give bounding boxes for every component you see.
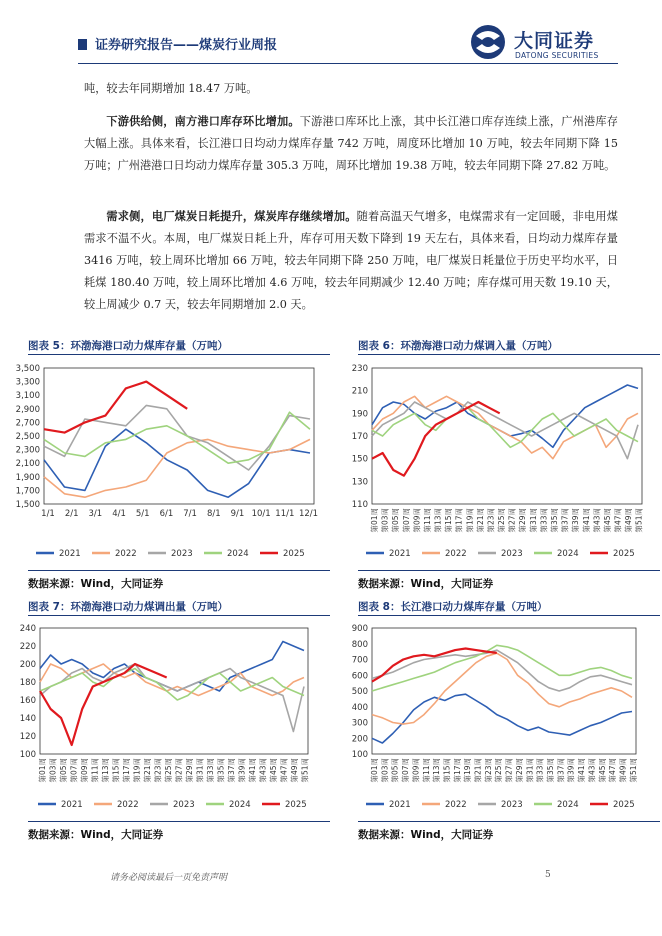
y-tick-label: 230 [351, 364, 368, 374]
x-tick-label: 第01周 [370, 508, 379, 533]
figure-5-bottom-rule [28, 570, 330, 571]
x-tick-label: 第11周 [421, 758, 431, 783]
paragraph-2-lead: 需求侧，电厂煤炭日耗提升，煤炭库存继续增加。 [106, 210, 357, 223]
x-tick-label: 5/1 [135, 509, 150, 519]
x-tick-label: 第41周 [577, 758, 587, 783]
x-tick-label: 第51周 [300, 758, 310, 783]
y-tick-label: 200 [19, 660, 36, 670]
figure-7-title: 图表 7：环渤海港口动力煤调出量（万吨） [28, 601, 228, 613]
legend-label-2023: 2023 [171, 549, 193, 559]
x-tick-label: 第25周 [164, 758, 174, 783]
figure-7-rule [28, 615, 330, 616]
x-tick-label: 第31周 [195, 758, 205, 783]
legend-label-2025: 2025 [283, 549, 305, 559]
x-tick-label: 第39周 [566, 758, 576, 783]
figure-8-bottom-rule [358, 821, 660, 822]
logo-text-en: DATONG SECURITIES [515, 51, 599, 60]
x-tick-label: 第19周 [132, 758, 142, 783]
y-tick-label: 1,900 [15, 472, 40, 483]
paragraph-0: 吨，较去年同期增加 18.47 万吨。 [84, 82, 258, 95]
x-tick-label: 第17周 [452, 758, 462, 783]
figure-6-source: 数据来源：Wind，大同证券 [358, 578, 494, 590]
x-tick-label: 第13周 [432, 758, 442, 783]
x-tick-label: 第49周 [624, 508, 634, 533]
legend-label-2021: 2021 [59, 549, 81, 559]
x-tick-label: 第13周 [101, 758, 111, 783]
x-tick-label: 第41周 [248, 758, 258, 783]
paragraph-2-text: 随着高温天气增多，电煤需求有一定回暖，非电用煤需求不温不火。本周，电厂煤炭日耗上升，库存可用天数下降到 19 天左右，具体来看，日均动力煤库存量 3416 万吨，较上周环比增加 66 万吨，较去年同期下降 250 万吨，电厂煤炭日耗量位于历史平均水平，日耗煤 180.40 万吨，较上周环比增加 4.6 万吨，较去年同期减少 12.40 万吨；库存煤可用天数 19.10 天，较上周减少 0.7 天，较去年同期增加 2.0 天。 [84, 210, 618, 311]
logo-text-cn: 大同证券 [514, 30, 595, 52]
paragraph-1-text: 下游港口库环比上涨，其中长江港口库存连续上涨，广州港库存大幅上涨。具体来看，长江港口日均动力煤库存量 742 万吨，周度环比增加 10 万吨，较去年同期下降 15 万吨；广州港港口日均动力煤库存量 305.3 万吨，周环比增加 19.38 万吨，较去年同期下降 27.82 万吨。 [84, 115, 618, 172]
y-tick-label: 2,300 [15, 445, 40, 456]
x-tick-label: 第35周 [550, 508, 559, 533]
y-tick-label: 160 [19, 696, 36, 706]
figure-6-bottom-rule [358, 570, 660, 571]
y-tick-label: 110 [351, 500, 368, 510]
x-tick-label: 第43周 [587, 758, 597, 783]
header-title: 证券研究报告——煤炭行业周报 [95, 38, 278, 53]
legend-label-2024: 2024 [557, 549, 579, 559]
x-tick-label: 第19周 [463, 758, 473, 783]
series-line-2023 [44, 405, 310, 470]
x-tick-label: 第05周 [391, 508, 401, 533]
legend-label-2024: 2024 [229, 800, 251, 810]
x-tick-label: 第45周 [602, 508, 612, 533]
paragraph-1-lead: 下游供给侧，南方港口库存环比增加。 [106, 115, 300, 128]
y-tick-label: 900 [351, 624, 368, 634]
legend-label-2021: 2021 [389, 800, 411, 810]
header-square-icon [78, 39, 87, 50]
plot-frame [44, 368, 314, 504]
x-tick-label: 第39周 [571, 508, 581, 533]
x-tick-label: 第27周 [504, 758, 514, 783]
header-divider [78, 63, 618, 64]
series-line-2021 [372, 385, 638, 447]
legend-label-2022: 2022 [117, 800, 139, 810]
y-tick-label: 2,500 [15, 432, 40, 442]
x-tick-label: 第31周 [528, 508, 538, 533]
x-tick-label: 第35周 [216, 758, 226, 783]
x-tick-label: 第33周 [206, 758, 216, 783]
y-tick-label: 190 [351, 409, 368, 420]
x-tick-label: 第15周 [442, 758, 452, 783]
y-tick-label: 180 [19, 678, 36, 688]
figure-7-source: 数据来源：Wind，大同证券 [28, 829, 164, 841]
logo-mark-icon [468, 22, 510, 62]
series-line-2025 [372, 649, 497, 682]
legend-label-2025: 2025 [613, 549, 635, 559]
legend-label-2021: 2021 [61, 800, 83, 810]
x-tick-label: 第15周 [444, 508, 454, 533]
x-tick-label: 第35周 [546, 758, 555, 783]
x-tick-label: 第51周 [628, 758, 638, 783]
x-tick-label: 9/1 [230, 509, 245, 519]
y-tick-label: 300 [351, 718, 368, 729]
y-tick-label: 700 [351, 655, 368, 666]
y-tick-label: 400 [351, 702, 368, 713]
plot-frame [40, 628, 308, 754]
y-tick-label: 200 [351, 734, 368, 745]
x-tick-label: 第11周 [422, 508, 432, 533]
legend-label-2022: 2022 [445, 800, 467, 810]
y-tick-label: 140 [19, 714, 36, 724]
legend-label-2022: 2022 [445, 549, 467, 559]
x-tick-label: 第25周 [494, 758, 504, 783]
figure-5-title: 图表 5：环渤海港口动力煤库存量（万吨） [28, 340, 228, 352]
x-tick-label: 第03周 [380, 758, 390, 783]
y-tick-label: 2,900 [15, 404, 40, 415]
x-tick-label: 11/1 [275, 509, 295, 519]
x-tick-label: 4/1 [112, 509, 126, 519]
x-tick-label: 第25周 [497, 508, 507, 533]
x-tick-label: 第47周 [279, 758, 289, 783]
x-tick-label: 3/1 [88, 509, 103, 519]
figure-8-source: 数据来源：Wind，大同证券 [358, 829, 494, 841]
x-tick-label: 第47周 [608, 758, 618, 783]
y-tick-label: 100 [351, 750, 368, 760]
x-tick-label: 第03周 [48, 758, 58, 783]
company-logo [468, 22, 618, 62]
x-tick-label: 第19周 [465, 508, 475, 533]
legend-label-2022: 2022 [115, 549, 137, 559]
x-tick-label: 第31周 [525, 758, 535, 783]
paragraph-1 [84, 111, 618, 177]
y-tick-label: 3,300 [15, 377, 40, 388]
figure-6-title: 图表 6：环渤海港口动力煤调入量（万吨） [358, 340, 558, 352]
x-tick-label: 第43周 [258, 758, 268, 783]
x-tick-label: 第37周 [560, 508, 570, 533]
y-tick-label: 100 [19, 750, 36, 760]
series-line-2024 [372, 408, 638, 448]
x-tick-label: 第01周 [38, 758, 47, 783]
y-tick-label: 500 [351, 687, 368, 697]
x-tick-label: 第01周 [370, 758, 379, 783]
page-number: 5 [545, 870, 551, 880]
x-tick-label: 第05周 [390, 758, 400, 783]
legend-label-2023: 2023 [173, 800, 195, 810]
series-line-2024 [372, 645, 632, 691]
x-tick-label: 第23周 [483, 758, 493, 783]
y-tick-label: 3,500 [15, 364, 40, 374]
x-tick-label: 第41周 [581, 508, 591, 533]
x-tick-label: 第07周 [401, 758, 411, 783]
x-tick-label: 第09周 [411, 758, 421, 783]
x-tick-label: 第33周 [539, 508, 549, 533]
x-tick-label: 6/1 [159, 509, 174, 519]
series-line-2022 [40, 664, 304, 696]
y-tick-label: 600 [351, 671, 368, 682]
y-tick-label: 150 [351, 454, 368, 465]
x-tick-label: 第11周 [90, 758, 100, 783]
x-tick-label: 2/1 [64, 509, 79, 519]
y-tick-label: 3,100 [15, 391, 40, 402]
x-tick-label: 第03周 [380, 508, 390, 533]
legend-label-2023: 2023 [501, 549, 523, 559]
x-tick-label: 第37周 [227, 758, 237, 783]
x-tick-label: 第27周 [507, 508, 517, 533]
x-tick-label: 第13周 [433, 508, 443, 533]
x-tick-label: 12/1 [298, 509, 319, 519]
legend-label-2024: 2024 [227, 549, 249, 559]
x-tick-label: 第29周 [518, 508, 528, 533]
x-tick-label: 8/1 [206, 509, 221, 519]
x-tick-label: 第45周 [269, 758, 279, 783]
y-tick-label: 120 [19, 732, 36, 742]
x-tick-label: 第47周 [613, 508, 623, 533]
legend-label-2025: 2025 [613, 800, 635, 810]
series-line-2024 [40, 669, 304, 701]
x-tick-label: 第49周 [618, 758, 628, 783]
x-tick-label: 第23周 [153, 758, 163, 783]
x-tick-label: 第33周 [535, 758, 545, 783]
paragraph-2 [84, 206, 618, 316]
x-tick-label: 10/1 [251, 509, 271, 519]
figure-5-rule [28, 354, 330, 355]
x-tick-label: 第21周 [475, 508, 485, 533]
figure-5-source: 数据来源：Wind，大同证券 [28, 578, 164, 590]
footer-disclaimer: 请务必阅读最后一页免责声明 [110, 873, 228, 883]
legend-label-2025: 2025 [285, 800, 307, 810]
x-tick-label: 第39周 [237, 758, 247, 783]
figure-8-rule [358, 615, 660, 616]
y-tick-label: 210 [351, 386, 368, 397]
x-tick-label: 第27周 [174, 758, 184, 783]
x-tick-label: 第17周 [454, 508, 464, 533]
x-tick-label: 第51周 [634, 508, 644, 533]
figure-8-title: 图表 8：长江港口动力煤库存量（万吨） [358, 601, 548, 613]
figure-7-bottom-rule [28, 821, 330, 822]
x-tick-label: 第17周 [122, 758, 132, 783]
legend-label-2023: 2023 [501, 800, 523, 810]
y-tick-label: 1,700 [15, 486, 40, 497]
y-tick-label: 2,100 [15, 459, 40, 470]
series-line-2025 [40, 664, 167, 745]
x-tick-label: 第37周 [556, 758, 566, 783]
x-tick-label: 第43周 [592, 508, 602, 533]
y-tick-label: 220 [19, 642, 36, 652]
y-tick-label: 130 [351, 477, 368, 488]
x-tick-label: 7/1 [183, 509, 197, 519]
y-tick-label: 800 [351, 639, 368, 650]
legend-label-2021: 2021 [389, 549, 411, 559]
series-line-2021 [44, 429, 310, 497]
x-tick-label: 1/1 [41, 509, 55, 519]
chart-6 [336, 362, 658, 567]
y-tick-label: 2,700 [15, 418, 40, 429]
x-tick-label: 第05周 [59, 758, 69, 783]
x-tick-label: 第21周 [473, 758, 483, 783]
x-tick-label: 第29周 [514, 758, 524, 783]
figure-6-rule [358, 354, 660, 355]
x-tick-label: 第29周 [185, 758, 195, 783]
x-tick-label: 第49周 [290, 758, 300, 783]
x-tick-label: 第23周 [486, 508, 496, 533]
y-tick-label: 1,500 [15, 500, 40, 510]
y-tick-label: 240 [19, 624, 36, 634]
legend-label-2024: 2024 [557, 800, 579, 810]
series-line-2021 [372, 694, 632, 743]
chart-7 [8, 622, 330, 818]
x-tick-label: 第07周 [69, 758, 79, 783]
chart-8 [336, 622, 658, 818]
x-tick-label: 第07周 [401, 508, 411, 533]
report-header [78, 34, 277, 53]
y-tick-label: 170 [351, 432, 368, 442]
chart-5 [8, 362, 330, 567]
x-tick-label: 第09周 [412, 508, 422, 533]
x-tick-label: 第15周 [111, 758, 121, 783]
x-tick-label: 第45周 [597, 758, 607, 783]
series-line-2025 [44, 382, 187, 433]
series-line-2021 [40, 642, 304, 692]
x-tick-label: 第21周 [143, 758, 153, 783]
x-tick-label: 第09周 [80, 758, 90, 783]
